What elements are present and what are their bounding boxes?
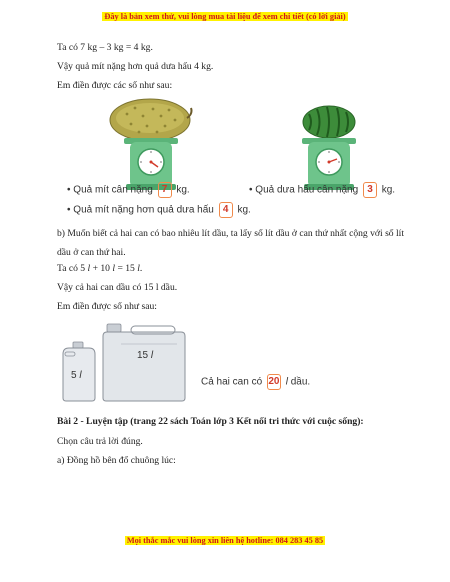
scales-figure <box>57 94 417 218</box>
exercise-title: Bài 2 - Luyện tập (trang 22 sách Toán lớp 3 Kết nối tri thức với cuộc sống): <box>57 416 364 427</box>
answer-box-difference: 4 <box>219 202 233 218</box>
unit-label: kg. <box>237 204 251 216</box>
answer-watermelon-label: Quả dưa hấu cân nặng <box>255 184 359 196</box>
unit-liter: l <box>87 263 91 274</box>
answer-jackfruit-weight <box>67 182 190 198</box>
text-line-fill-intro: Em điền được các số như sau: <box>57 80 173 91</box>
unit-liter: l <box>79 370 82 381</box>
part-b-paragraph: b) Muốn biết cả hai can có bao nhiêu lít dầu, ta lấy số lít dầu ở can thứ nhất cộng với số lít dầu ở can thứ hai. <box>57 228 404 258</box>
bullet: • <box>249 184 253 196</box>
unit-liter: l <box>285 376 288 388</box>
small-can-value: 5 <box>71 370 77 381</box>
big-can-label <box>137 350 153 361</box>
hotline-banner <box>0 536 450 545</box>
right-scale-dial <box>315 148 343 176</box>
answer-box-watermelon: 3 <box>363 182 377 198</box>
unit-label: kg. <box>381 184 396 196</box>
answer-difference-label: Quả mít nặng hơn quả dưa hấu <box>73 204 214 216</box>
caption-text: Cả hai can có <box>201 376 263 388</box>
unit-liter: l <box>112 263 116 274</box>
equation-part: . <box>139 263 143 274</box>
oil-cans-figure <box>57 322 387 402</box>
unit-liter: l <box>137 263 140 274</box>
caption-text: dầu. <box>290 376 311 388</box>
part-b-result: Vậy cả hai can dầu có 15 l dầu. <box>57 282 178 293</box>
big-can-illustration <box>101 322 187 402</box>
watermelon-illustration <box>301 104 357 140</box>
cans-total-caption <box>201 374 310 390</box>
equation-part: Ta có 5 <box>57 263 88 274</box>
text-line-subtraction: Ta có 7 kg – 3 kg = 4 kg. <box>57 42 153 53</box>
answer-box-jackfruit: 7 <box>158 182 172 198</box>
small-can-label <box>71 370 82 381</box>
text-line-difference: Vậy quả mít nặng hơn quả dưa hấu 4 kg. <box>57 61 214 72</box>
answer-watermelon-weight <box>249 182 395 198</box>
exercise-part-a: a) Đồng hồ bên đổ chuông lúc: <box>57 455 176 466</box>
unit-liter: l <box>150 350 154 361</box>
part-b-fill-intro: Em điền được số như sau: <box>57 301 157 312</box>
hotline-text: Mọi thắc mắc vui lòng xin liên hệ hotline: 084 283 45 85 <box>126 536 324 545</box>
bullet: • <box>67 184 71 196</box>
answer-jackfruit-label: Quả mít cân nặng <box>73 184 153 196</box>
unit-label: kg. <box>176 184 190 196</box>
jackfruit-illustration <box>107 94 193 144</box>
equation-part: + 10 <box>90 263 113 274</box>
preview-banner <box>0 12 450 21</box>
preview-banner-text: Đây là bản xem thử, vui lòng mua tài liệu để xem chi tiết (có lời giải) <box>104 12 346 21</box>
big-can-value: 15 <box>137 350 149 361</box>
answer-box-total: 20 <box>267 374 281 390</box>
part-b-equation <box>57 263 142 274</box>
left-scale-dial <box>137 148 165 176</box>
equation-part: = 15 <box>115 263 138 274</box>
answer-difference <box>67 202 251 218</box>
bullet: • <box>67 204 71 216</box>
exercise-instruction: Chọn câu trả lời đúng. <box>57 436 143 447</box>
